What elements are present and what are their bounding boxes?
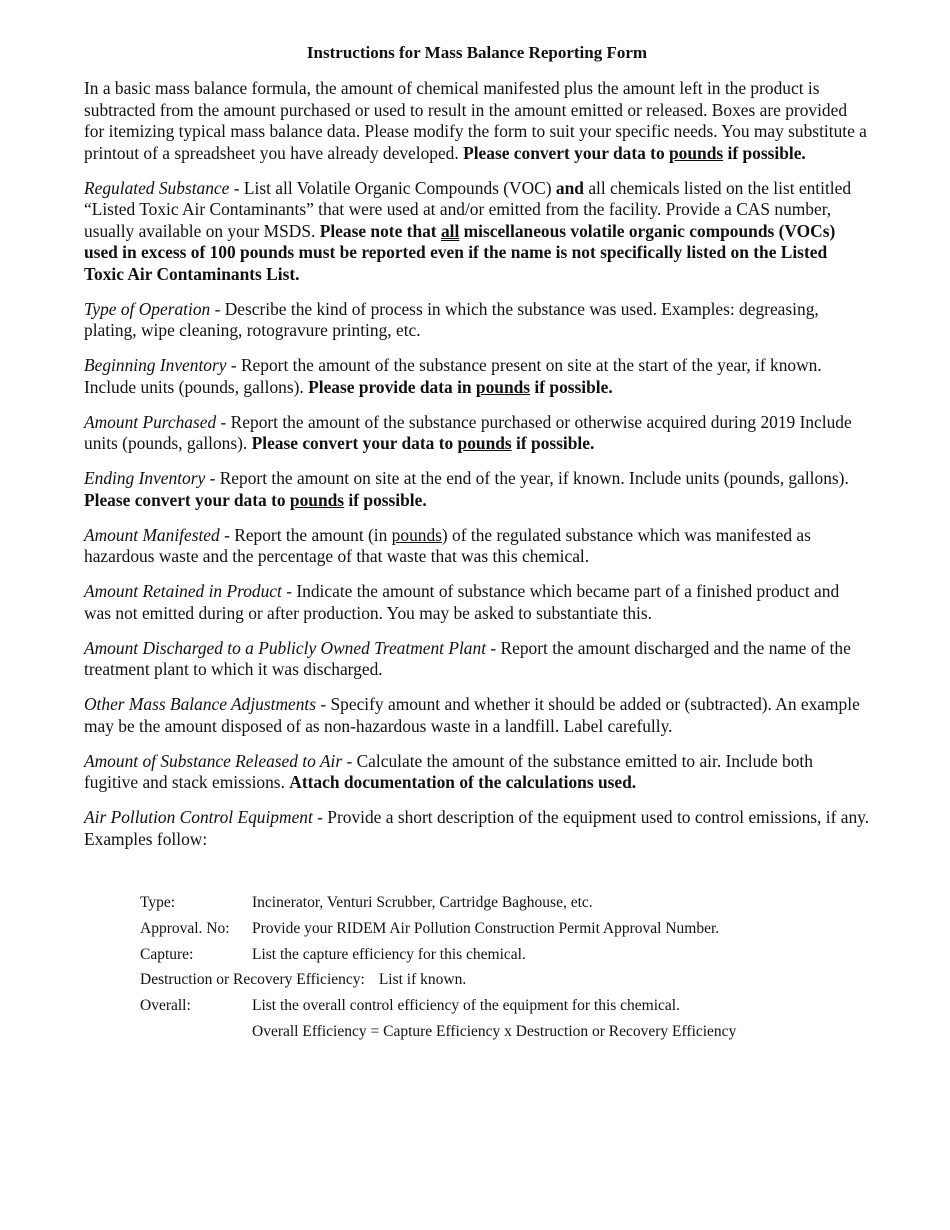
amount-manifested-underlined-pounds: pounds: [391, 524, 442, 545]
amount-purchased-term: Amount Purchased: [84, 411, 217, 432]
ending-inventory-text: - Report the amount on site at the end of the year, if known. Include units (pounds, gallons).: [205, 468, 849, 488]
regulated-and: and: [555, 177, 584, 198]
amount-retained-text: - Indicate the amount of substance which became part of a finished product and was not emitted during or after production. You may be asked to substantiate this.: [84, 581, 840, 623]
released-to-air-text: - Calculate the amount of the substance emitted to air. Include both fugitive and stack emissions.: [84, 750, 813, 792]
example-destruction-label: Destruction or Recovery Efficiency:: [140, 971, 365, 989]
amount-manifested-text-2: ) of the regulated substance which was manifested as hazardous waste and the percentage of that waste that was this chemical.: [84, 524, 811, 566]
example-overall-value: List the overall control efficiency of the equipment for this chemical.: [252, 997, 680, 1015]
purchased-underlined-pounds: pounds: [457, 433, 512, 453]
beginning-inventory-emphasis: [308, 377, 613, 397]
intro-emphasis: [463, 143, 806, 163]
regulated-note-all: all: [440, 220, 460, 241]
amount-discharged-term: Amount Discharged to a Publicly Owned Treatment Plant: [84, 637, 487, 658]
regulated-substance-paragraph: [84, 178, 870, 286]
regulated-text-1: - List all Volatile Organic Compounds (VOC): [229, 177, 556, 198]
amount-retained-paragraph: [84, 581, 870, 624]
purchased-bold-text: Please convert your data to: [251, 433, 458, 453]
intro-bold-text: Please convert your data to: [463, 142, 669, 163]
example-overall-label: Overall:: [140, 997, 191, 1015]
example-destruction-row: [140, 967, 870, 993]
amount-manifested-paragraph: [84, 525, 870, 568]
example-capture-row: [140, 942, 870, 968]
beginning-bold-end: if possible.: [530, 376, 613, 397]
examples-list: [140, 890, 870, 1045]
amount-retained-term: Amount Retained in Product: [84, 581, 282, 601]
other-adjustments-paragraph: [84, 694, 870, 737]
example-capture-value: List the capture efficiency for this chemical.: [252, 945, 526, 963]
regulated-text-2: all chemicals listed on the list entitled “Listed Toxic Air Contaminants” that were used at and/or emitted from the facility. Provide a CAS number, usually available on your MSDS.: [84, 177, 852, 241]
released-to-air-emphasis: Attach documentation of the calculations used.: [289, 772, 637, 792]
example-destruction-value: List if known.: [378, 971, 467, 989]
ending-inventory-emphasis: [84, 490, 427, 510]
other-adjustments-term: Other Mass Balance Adjustments: [84, 694, 317, 714]
overall-efficiency-formula: Overall Efficiency = Capture Efficiency x Destruction or Recovery Efficiency: [252, 1022, 737, 1040]
example-type-row: [140, 890, 870, 916]
example-approval-value: Provide your RIDEM Air Pollution Construction Permit Approval Number.: [252, 919, 720, 937]
example-approval-row: [140, 916, 870, 942]
page-title: Instructions for Mass Balance Reporting Form: [306, 43, 648, 62]
amount-purchased-paragraph: [84, 412, 870, 455]
example-approval-label: Approval. No:: [140, 919, 230, 937]
released-to-air-term: Amount of Substance Released to Air: [84, 750, 343, 771]
type-of-operation-text: - Describe the kind of process in which the substance was used. Examples: degreasing, plating, wipe cleaning, rotogravure printing, etc.: [84, 298, 819, 340]
amount-purchased-emphasis: [252, 433, 595, 453]
regulated-note-start: Please note that: [319, 220, 441, 241]
intro-bold-end: if possible.: [723, 142, 806, 163]
beginning-underlined-pounds: pounds: [475, 376, 531, 397]
beginning-inventory-text: - Report the amount of the substance present on site at the start of the year, if known. Include units (pounds, gallons).: [84, 355, 822, 397]
ending-inventory-paragraph: [84, 468, 870, 511]
purchased-bold-end: if possible.: [511, 433, 595, 453]
amount-manifested-term: Amount Manifested: [84, 524, 220, 545]
example-formula-indent: [140, 1019, 252, 1045]
amount-discharged-text: - Report the amount discharged and the name of the treatment plant to which it was discharged.: [84, 637, 851, 679]
amount-manifested-text-1: - Report the amount (in: [219, 524, 392, 545]
control-equipment-text: - Provide a short description of the equipment used to control emissions, if any. Examples follow:: [84, 807, 870, 849]
control-equipment-term: Air Pollution Control Equipment: [84, 807, 313, 827]
ending-bold-text: Please convert your data to: [84, 489, 290, 510]
amount-purchased-text: - Report the amount of the substance purchased or otherwise acquired during 2019 Include units (pounds, gallons).: [84, 411, 852, 453]
example-type-label: Type:: [140, 894, 176, 911]
intro-paragraph: [84, 78, 870, 164]
amount-discharged-paragraph: [84, 638, 870, 681]
regulated-note-end: miscellaneous volatile organic compounds (VOCs) used in excess of 100 pounds must be reported even if the name is not specifically listed on the Listed Toxic Air Contaminants List.: [84, 220, 836, 284]
ending-bold-end: if possible.: [344, 489, 427, 510]
beginning-bold-text: Please provide data in: [308, 376, 476, 397]
example-formula-row: [140, 1019, 870, 1045]
type-of-operation-term: Type of Operation: [84, 298, 211, 319]
beginning-inventory-paragraph: [84, 355, 870, 398]
example-capture-label: Capture:: [140, 945, 194, 963]
intro-text: In a basic mass balance formula, the amount of chemical manifested plus the amount left in the product is subtracted from the amount purchased or used to result in the amount emitted or released. Boxes are provided for itemizing typical mass balance data. Please modify the form to suit your specific needs. You may substitute a printout of a spreadsheet you have already developed.: [84, 78, 867, 163]
example-overall-row: [140, 993, 870, 1019]
type-of-operation-paragraph: [84, 299, 870, 342]
ending-inventory-term: Ending Inventory: [84, 468, 206, 488]
released-to-air-paragraph: [84, 751, 870, 794]
beginning-inventory-term: Beginning Inventory: [84, 355, 227, 375]
regulated-substance-term: Regulated Substance: [84, 177, 230, 198]
control-equipment-paragraph: [84, 807, 870, 850]
example-type-value: Incinerator, Venturi Scrubber, Cartridge Baghouse, etc.: [252, 894, 593, 911]
intro-underlined-pounds: pounds: [669, 142, 724, 163]
ending-underlined-pounds: pounds: [289, 489, 345, 510]
document-page: [84, 42, 870, 1045]
other-adjustments-text: - Specify amount and whether it should be added or (subtracted). An example may be the amount disposed of as non-hazardous waste in a landfill. Label carefully.: [84, 694, 860, 736]
